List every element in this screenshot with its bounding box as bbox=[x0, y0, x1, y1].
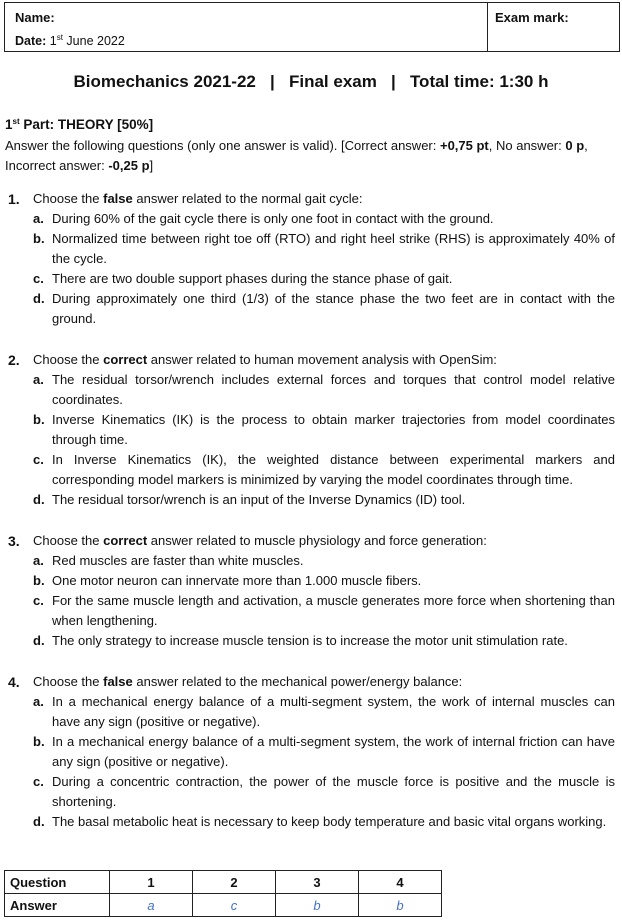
answer-cell-2[interactable]: c bbox=[193, 894, 276, 917]
answer-cell-1[interactable]: a bbox=[110, 894, 193, 917]
option-letter: b. bbox=[33, 734, 45, 749]
stem-keyword: correct bbox=[103, 533, 148, 548]
date-rest: June 2022 bbox=[62, 34, 125, 48]
option-c bbox=[5, 772, 615, 812]
stem-text: answer related to human movement analysis with OpenSim: bbox=[147, 352, 497, 367]
option-b bbox=[5, 410, 615, 450]
intro-text: , Incorrect answer: bbox=[5, 138, 588, 173]
option-text: Red muscles are faster than white muscles. bbox=[52, 553, 304, 568]
question-4 bbox=[5, 672, 615, 832]
part-suffix: st bbox=[12, 117, 20, 126]
option-b bbox=[5, 229, 615, 269]
incorrect-score: -0,25 p bbox=[108, 158, 150, 173]
option-text: The residual torsor/wrench is an input of the Inverse Dynamics (ID) tool. bbox=[52, 492, 466, 507]
option-text: The residual torsor/wrench includes external forces and torques that control model relative coordinates. bbox=[52, 372, 615, 407]
correct-score: +0,75 pt bbox=[439, 138, 489, 153]
intro-text: ] bbox=[149, 158, 154, 173]
part-title: Part: THEORY [50%] bbox=[19, 117, 154, 132]
option-a bbox=[5, 692, 615, 732]
stem-text: Choose the bbox=[33, 674, 104, 689]
question-number: 3. bbox=[8, 533, 20, 549]
stem-text: answer related to muscle physiology and force generation: bbox=[147, 533, 487, 548]
option-c bbox=[5, 591, 615, 631]
stem-text: answer related to the mechanical power/energy balance: bbox=[132, 674, 463, 689]
option-text: One motor neuron can innervate more than 1.000 muscle fibers. bbox=[52, 573, 422, 588]
question-number: 2. bbox=[8, 352, 20, 368]
stem-text: Choose the bbox=[33, 191, 104, 206]
option-text: Inverse Kinematics (IK) is the process to obtain marker trajectories from model coordinates through time. bbox=[52, 412, 615, 447]
option-letter: c. bbox=[33, 452, 44, 467]
option-c bbox=[5, 450, 615, 490]
option-letter: c. bbox=[33, 774, 44, 789]
answer-cell-4[interactable]: b bbox=[359, 894, 442, 917]
option-letter: a. bbox=[33, 372, 44, 387]
question-stem bbox=[5, 189, 615, 209]
question-stem bbox=[5, 531, 615, 551]
option-b bbox=[5, 732, 615, 772]
stem-keyword: false bbox=[103, 674, 133, 689]
option-letter: b. bbox=[33, 573, 45, 588]
option-text: In Inverse Kinematics (IK), the weighted distance between experimental markers and corresponding model markers is minimized by varying the model coordinates through time. bbox=[52, 452, 615, 487]
date-suffix: st bbox=[56, 33, 63, 42]
option-text: In a mechanical energy balance of a multi-segment system, the work of internal muscles can have any sign (positive or negative). bbox=[52, 694, 615, 729]
option-a bbox=[5, 209, 615, 229]
stem-keyword: false bbox=[103, 191, 133, 206]
exam-mark-label: Exam mark: bbox=[495, 10, 569, 25]
option-d bbox=[5, 490, 615, 510]
option-text: Normalized time between right toe off (RTO) and right heel strike (RHS) is approximately 40% of the cycle. bbox=[52, 231, 615, 266]
intro-text: Answer the following questions (only one answer is valid). [Correct answer: bbox=[5, 138, 440, 153]
answer-label: Answer bbox=[5, 894, 110, 917]
option-text: During a concentric contraction, the power of the muscle force is positive and the muscle is shortening. bbox=[52, 774, 615, 809]
question-number: 4. bbox=[8, 674, 20, 690]
option-letter: a. bbox=[33, 553, 44, 568]
name-label: Name: bbox=[15, 10, 55, 25]
stem-keyword: correct bbox=[103, 352, 148, 367]
option-text: In a mechanical energy balance of a multi-segment system, the work of internal friction can have any sign (positive or negative). bbox=[52, 734, 615, 769]
answer-cell-3[interactable]: b bbox=[276, 894, 359, 917]
option-text: The basal metabolic heat is necessary to keep body temperature and basic vital organs working. bbox=[52, 814, 607, 829]
question-stem bbox=[5, 672, 615, 692]
option-letter: b. bbox=[33, 412, 45, 427]
exam-title: Biomechanics 2021-22 | Final exam | Total time: 1:30 h bbox=[73, 72, 549, 91]
instructions bbox=[5, 136, 605, 176]
question-col-3: 3 bbox=[276, 871, 359, 894]
question-number: 1. bbox=[8, 191, 20, 207]
question-label: Question bbox=[5, 871, 110, 894]
option-text: There are two double support phases during the stance phase of gait. bbox=[52, 271, 453, 286]
question-col-2: 2 bbox=[193, 871, 276, 894]
answer-table-answer-row bbox=[5, 894, 442, 917]
stem-text: Choose the bbox=[33, 533, 104, 548]
stem-text: Choose the bbox=[33, 352, 104, 367]
option-letter: d. bbox=[33, 633, 45, 648]
option-letter: c. bbox=[33, 593, 44, 608]
option-d bbox=[5, 631, 615, 651]
date-line bbox=[15, 34, 125, 48]
question-3 bbox=[5, 531, 615, 651]
option-letter: d. bbox=[33, 814, 45, 829]
intro-text: , No answer: bbox=[488, 138, 566, 153]
option-a bbox=[5, 370, 615, 410]
option-letter: a. bbox=[33, 694, 44, 709]
option-text: During 60% of the gait cycle there is only one foot in contact with the ground. bbox=[52, 211, 494, 226]
option-a bbox=[5, 551, 615, 571]
option-b bbox=[5, 571, 615, 591]
answer-table bbox=[4, 870, 442, 917]
stem-text: answer related to the normal gait cycle: bbox=[132, 191, 363, 206]
question-1 bbox=[5, 189, 615, 329]
option-letter: d. bbox=[33, 291, 45, 306]
no-answer-score: 0 p bbox=[565, 138, 585, 153]
part-heading bbox=[5, 117, 153, 132]
question-2 bbox=[5, 350, 615, 510]
question-stem bbox=[5, 350, 615, 370]
header-box bbox=[4, 2, 620, 52]
option-c bbox=[5, 269, 615, 289]
option-letter: b. bbox=[33, 231, 45, 246]
option-text: During approximately one third (1/3) of the stance phase the two feet are in contact with the ground. bbox=[52, 291, 615, 326]
option-letter: a. bbox=[33, 211, 44, 226]
part-number: 1 bbox=[5, 117, 13, 132]
question-col-1: 1 bbox=[110, 871, 193, 894]
option-d bbox=[5, 812, 615, 832]
answer-table-header-row bbox=[5, 871, 442, 894]
date-label: Date: bbox=[15, 34, 47, 48]
option-text: The only strategy to increase muscle tension is to increase the motor unit stimulation rate. bbox=[52, 633, 568, 648]
option-text: For the same muscle length and activation, a muscle generates more force when shortening than when lengthening. bbox=[52, 593, 615, 628]
option-d bbox=[5, 289, 615, 329]
question-col-4: 4 bbox=[359, 871, 442, 894]
option-letter: c. bbox=[33, 271, 44, 286]
option-letter: d. bbox=[33, 492, 45, 507]
date-day: 1 bbox=[49, 34, 57, 48]
